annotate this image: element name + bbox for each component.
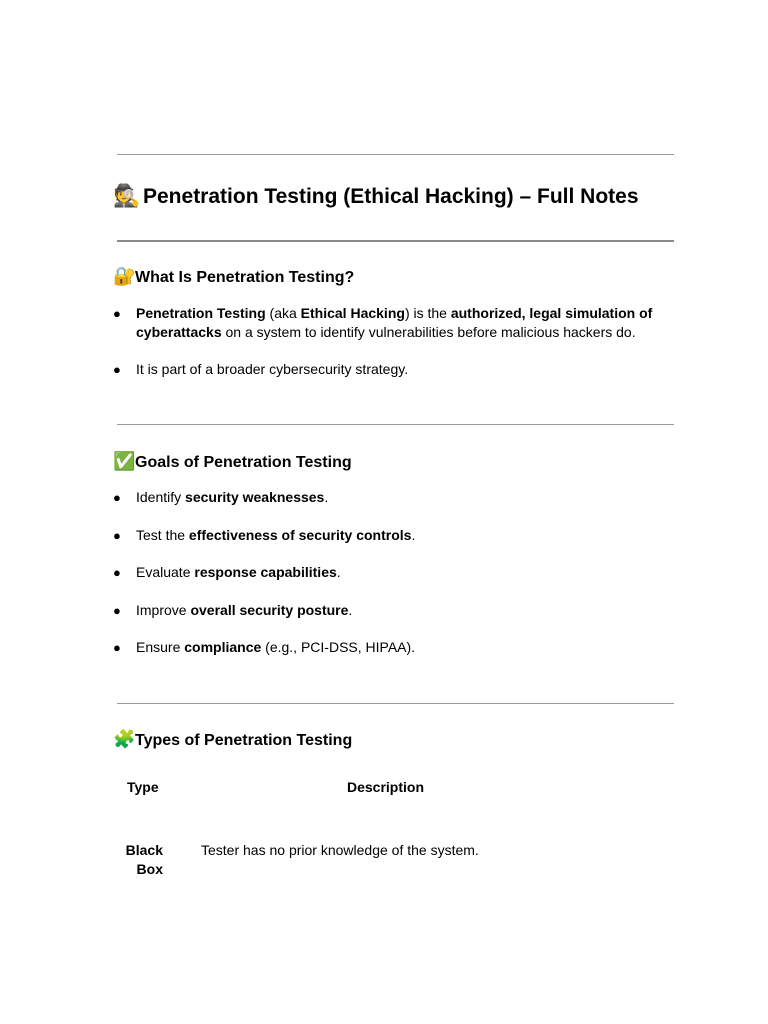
text-run: on a system to identify vulnerabilities before malicious hackers do. — [221, 324, 636, 340]
heading-what-is-text: What Is Penetration Testing? — [135, 269, 355, 286]
bold-term: authorized, legal simulation of cyberattacks — [136, 305, 653, 340]
bold-term: effectiveness of security controls — [188, 527, 412, 543]
divider-title — [117, 240, 674, 242]
divider-section-2 — [117, 703, 674, 704]
bullet-icon: ● — [113, 603, 121, 618]
heading-goals-text: Goals of Penetration Testing — [135, 454, 352, 471]
text-run: . — [411, 527, 416, 543]
text-run: Evaluate — [136, 564, 195, 580]
bold-term: Penetration Testing — [136, 305, 266, 321]
table-cell-description: Tester has no prior knowledge of the system. — [201, 842, 479, 858]
page-title-text: Penetration Testing (Ethical Hacking) – Full Notes — [143, 185, 639, 208]
heading-types — [113, 729, 352, 750]
bullet-text — [136, 601, 673, 620]
bold-term: response capabilities — [194, 564, 337, 580]
heading-types-text: Types of Penetration Testing — [135, 732, 353, 749]
bullet-text — [136, 638, 673, 657]
text-run: Improve — [136, 602, 191, 618]
bullet-icon: ● — [113, 306, 121, 321]
text-run: Ensure — [136, 639, 185, 655]
page-title — [113, 184, 639, 209]
detective-icon: 🕵 — [113, 184, 141, 209]
text-run: . — [324, 489, 329, 505]
bullet-text — [136, 304, 673, 342]
text-run: Test the — [136, 527, 189, 543]
table-header-type: Type — [127, 779, 159, 795]
text-run: (aka — [265, 305, 301, 321]
check-mark-icon: ✅ — [113, 451, 136, 472]
bold-term: security weaknesses — [185, 489, 325, 505]
list-item — [113, 563, 673, 582]
bullet-text — [136, 526, 673, 545]
text-run: Identify — [136, 489, 186, 505]
table-cell-type: Black Box — [125, 842, 163, 877]
bullet-icon: ● — [113, 528, 121, 543]
text-run: (e.g., PCI-DSS, HIPAA). — [261, 639, 416, 655]
puzzle-piece-icon: 🧩 — [113, 729, 136, 750]
heading-what-is — [113, 266, 354, 287]
bullet-text — [136, 488, 673, 507]
table-header-description: Description — [347, 779, 425, 795]
list-item — [113, 526, 673, 545]
divider-section-1 — [117, 424, 674, 425]
list-item — [113, 638, 673, 657]
locked-with-key-icon: 🔐 — [113, 266, 136, 287]
list-item — [113, 488, 673, 507]
text-run: . — [336, 564, 341, 580]
bullet-icon: ● — [113, 565, 121, 580]
bullet-icon: ● — [113, 490, 121, 505]
bold-term: overall security posture — [190, 602, 349, 618]
bullet-text: It is part of a broader cybersecurity strategy. — [136, 361, 409, 377]
bullet-icon: ● — [113, 640, 121, 655]
divider-top — [117, 154, 674, 155]
heading-goals — [113, 451, 352, 472]
text-run: ) is the — [404, 305, 451, 321]
list-item — [113, 304, 673, 342]
bullet-text — [136, 563, 673, 582]
bullet-icon: ● — [113, 362, 121, 377]
text-run: . — [348, 602, 353, 618]
list-item — [113, 360, 673, 379]
bold-term: Ethical Hacking — [300, 305, 405, 321]
bold-term: compliance — [184, 639, 262, 655]
list-item — [113, 601, 673, 620]
